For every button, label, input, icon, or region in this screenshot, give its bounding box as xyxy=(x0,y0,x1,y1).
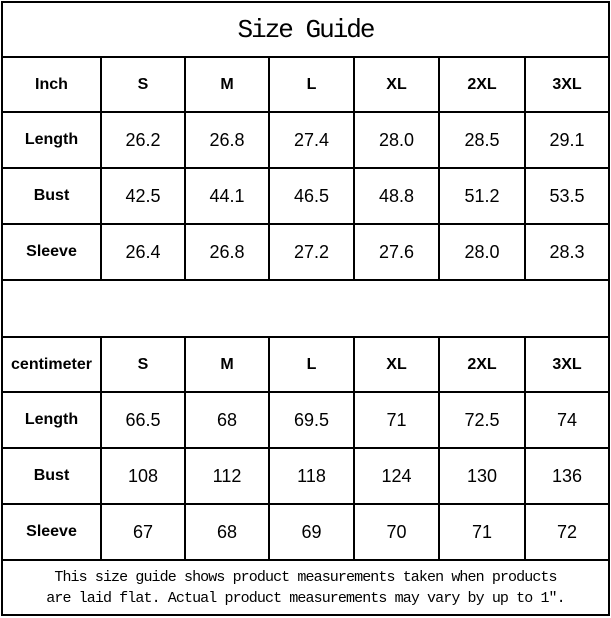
measurement-value: 68 xyxy=(185,392,269,448)
inch-header-row xyxy=(2,57,609,112)
row-label-sleeve: Sleeve xyxy=(2,224,101,280)
cm-unit-header: centimeter xyxy=(2,337,101,392)
cm-length-row xyxy=(2,392,609,448)
footer-note xyxy=(2,560,609,615)
spacer-cell xyxy=(2,280,609,337)
size-header-2xl: 2XL xyxy=(439,57,525,112)
size-header-l: L xyxy=(269,57,354,112)
row-label-length: Length xyxy=(2,392,101,448)
size-header-xl: XL xyxy=(354,337,439,392)
size-header-3xl: 3XL xyxy=(525,57,609,112)
measurement-value: 53.5 xyxy=(525,168,609,224)
size-header-l: L xyxy=(269,337,354,392)
measurement-value: 28.5 xyxy=(439,112,525,168)
row-label-bust: Bust xyxy=(2,168,101,224)
inch-bust-row xyxy=(2,168,609,224)
measurement-value: 69.5 xyxy=(269,392,354,448)
measurement-value: 26.2 xyxy=(101,112,185,168)
measurement-value: 130 xyxy=(439,448,525,504)
measurement-value: 69 xyxy=(269,504,354,560)
measurement-value: 68 xyxy=(185,504,269,560)
measurement-value: 26.8 xyxy=(185,224,269,280)
measurement-value: 74 xyxy=(525,392,609,448)
measurement-value: 72.5 xyxy=(439,392,525,448)
size-header-m: M xyxy=(185,337,269,392)
size-header-2xl: 2XL xyxy=(439,337,525,392)
measurement-value: 71 xyxy=(354,392,439,448)
page-title: Size Guide xyxy=(2,2,609,57)
cm-sleeve-row xyxy=(2,504,609,560)
size-header-m: M xyxy=(185,57,269,112)
measurement-value: 48.8 xyxy=(354,168,439,224)
footer-note-line1: This size guide shows product measurements taken when products xyxy=(54,568,557,586)
measurement-value: 28.0 xyxy=(354,112,439,168)
measurement-value: 124 xyxy=(354,448,439,504)
inch-length-row xyxy=(2,112,609,168)
measurement-value: 46.5 xyxy=(269,168,354,224)
row-label-length: Length xyxy=(2,112,101,168)
measurement-value: 27.4 xyxy=(269,112,354,168)
row-label-bust: Bust xyxy=(2,448,101,504)
row-label-sleeve: Sleeve xyxy=(2,504,101,560)
size-header-3xl: 3XL xyxy=(525,337,609,392)
measurement-value: 27.2 xyxy=(269,224,354,280)
measurement-value: 28.3 xyxy=(525,224,609,280)
size-header-s: S xyxy=(101,57,185,112)
measurement-value: 112 xyxy=(185,448,269,504)
measurement-value: 71 xyxy=(439,504,525,560)
spacer-row xyxy=(2,280,609,337)
cm-bust-row xyxy=(2,448,609,504)
footer-note-line2: are laid flat. Actual product measurements may vary by up to 1″. xyxy=(46,589,565,607)
measurement-value: 27.6 xyxy=(354,224,439,280)
footer-row xyxy=(2,560,609,615)
measurement-value: 118 xyxy=(269,448,354,504)
measurement-value: 44.1 xyxy=(185,168,269,224)
measurement-value: 26.4 xyxy=(101,224,185,280)
measurement-value: 67 xyxy=(101,504,185,560)
size-header-xl: XL xyxy=(354,57,439,112)
cm-header-row xyxy=(2,337,609,392)
measurement-value: 108 xyxy=(101,448,185,504)
size-guide-table xyxy=(1,1,610,616)
measurement-value: 28.0 xyxy=(439,224,525,280)
measurement-value: 66.5 xyxy=(101,392,185,448)
measurement-value: 26.8 xyxy=(185,112,269,168)
measurement-value: 72 xyxy=(525,504,609,560)
size-guide-sheet xyxy=(1,1,608,616)
measurement-value: 29.1 xyxy=(525,112,609,168)
size-header-s: S xyxy=(101,337,185,392)
inch-unit-header: Inch xyxy=(2,57,101,112)
measurement-value: 42.5 xyxy=(101,168,185,224)
measurement-value: 136 xyxy=(525,448,609,504)
inch-sleeve-row xyxy=(2,224,609,280)
measurement-value: 51.2 xyxy=(439,168,525,224)
title-row xyxy=(2,2,609,57)
measurement-value: 70 xyxy=(354,504,439,560)
